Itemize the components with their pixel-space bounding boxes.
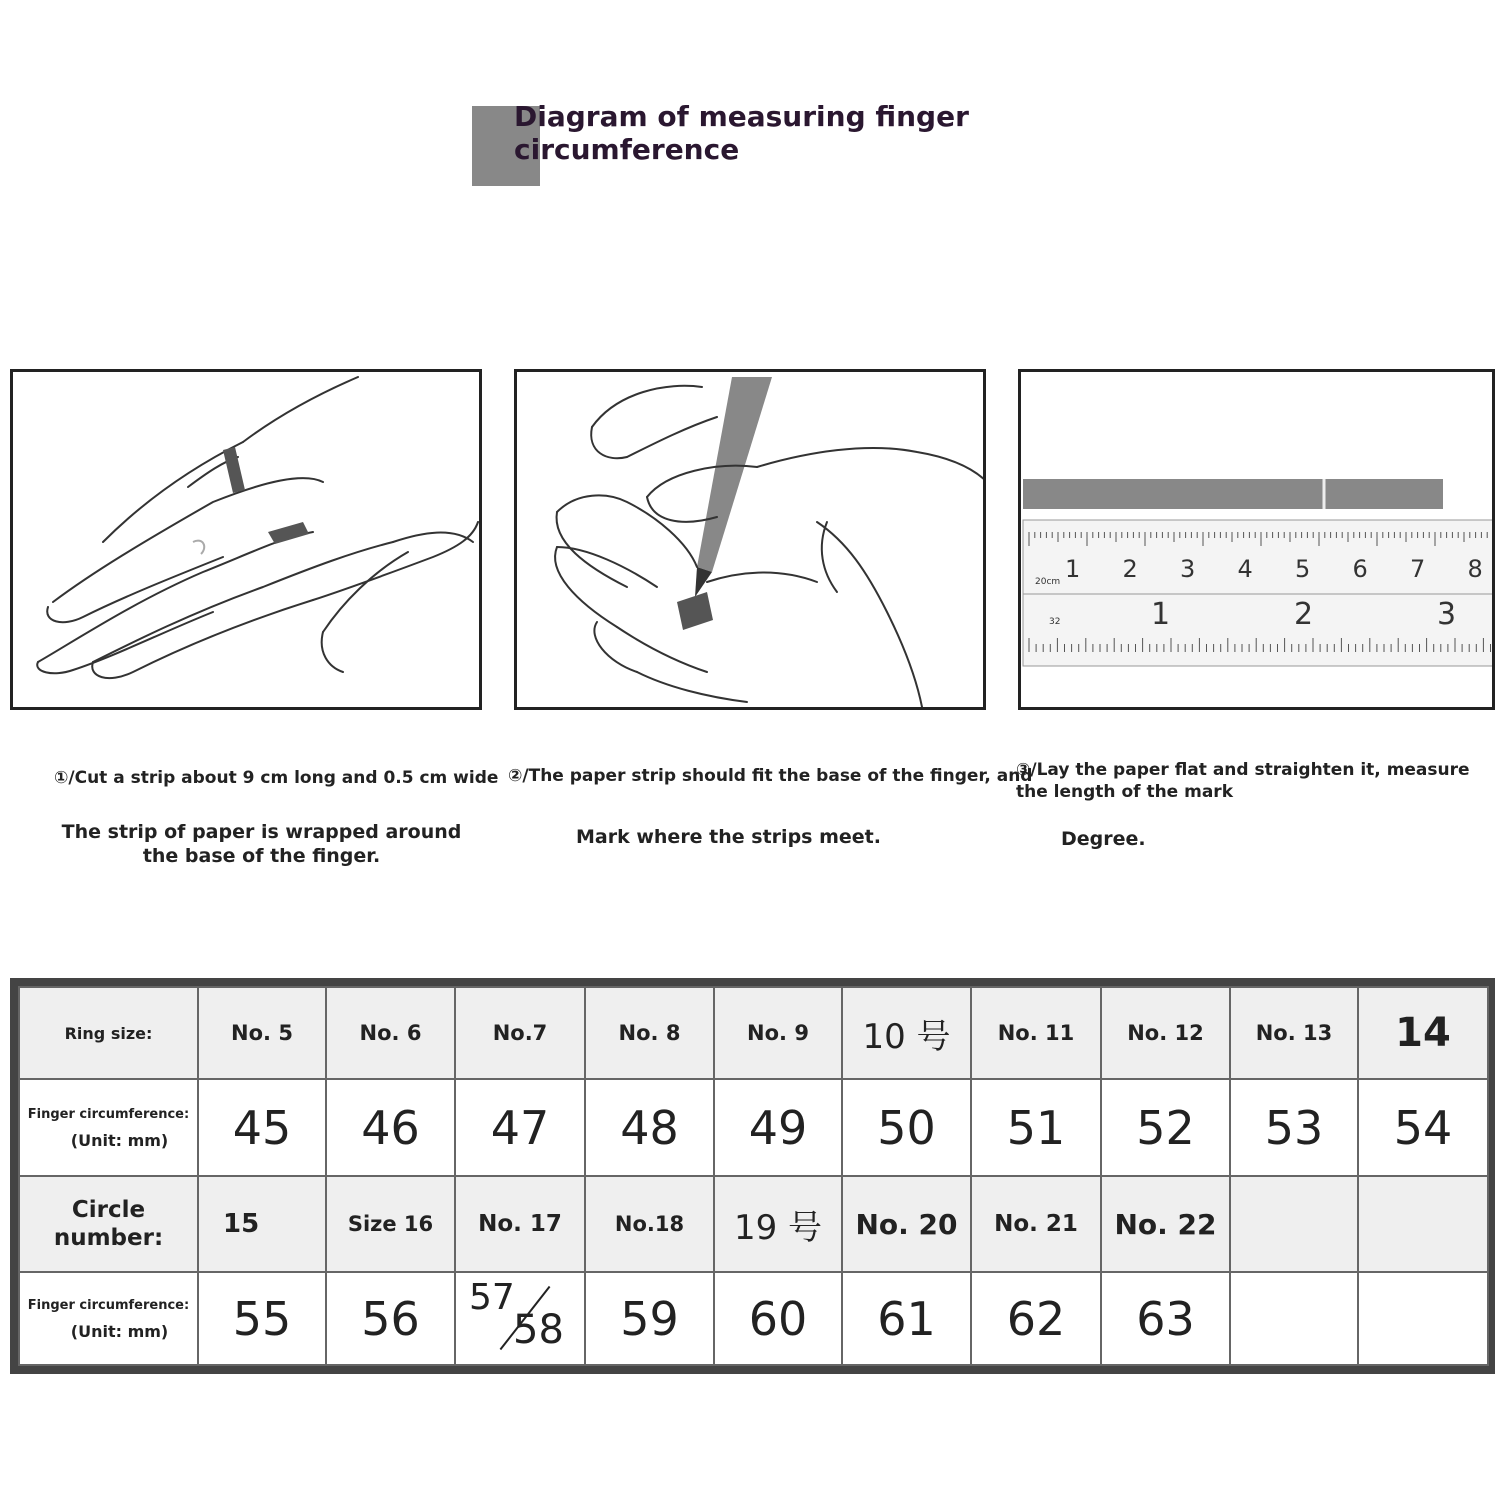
unit-label: (Unit: mm) (70, 1321, 169, 1341)
finger-circumference-row (19, 1079, 1488, 1176)
finger-circumference-header (19, 1272, 198, 1365)
illustration-wrap-strip (10, 369, 482, 710)
ring-size-cell: No. 20 (842, 1176, 971, 1273)
circumference-cell: 63 (1101, 1272, 1230, 1365)
circumference-cell: 51 (971, 1079, 1101, 1176)
circumference-cell: 59 (585, 1272, 714, 1365)
ruler-upper-label: 6 (1352, 555, 1368, 583)
ring-size-row (19, 987, 1488, 1079)
page-title: Diagram of measuring finger circumference (514, 100, 969, 166)
hand-wrap-drawing (13, 372, 479, 707)
ring-size-cell: No. 5 (198, 987, 326, 1079)
circumference-cell: 62 (971, 1272, 1101, 1365)
ruler-upper-label: 8 (1467, 555, 1483, 583)
ring-size-cell: No. 11 (971, 987, 1101, 1079)
ruler-lower-label: 1 (1151, 597, 1171, 632)
ring-size-cell: 19 号 (714, 1176, 842, 1273)
empty-cell (1230, 1272, 1358, 1365)
empty-cell (1358, 1272, 1488, 1365)
step-1-detail: The strip of paper is wrapped around the base of the finger. (61, 821, 462, 867)
circumference-cell: 47 (455, 1079, 585, 1176)
fraction-bottom: 58 (513, 1306, 564, 1353)
ruler-upper-label: 5 (1295, 555, 1311, 583)
ring-size-cell: No. 17 (455, 1176, 585, 1273)
illustration-ruler (1018, 369, 1495, 710)
step-3-caption: ③/Lay the paper flat and straighten it, measure the length of the mark (1016, 760, 1470, 802)
circumference-cell: 56 (326, 1272, 455, 1365)
circumference-cell: 45 (198, 1079, 326, 1176)
circle-number-header: Circle number: (19, 1176, 198, 1273)
ruler-upper-label: 1 (1065, 555, 1081, 583)
ruler-upper-label: 4 (1237, 555, 1253, 583)
circle-number-row (19, 1176, 1488, 1273)
circumference-cell: 52 (1101, 1079, 1230, 1176)
finger-circumference-header (19, 1079, 198, 1176)
ring-size-cell: No. 6 (326, 987, 455, 1079)
empty-cell (1230, 1176, 1358, 1273)
ring-size-cell: 10 号 (842, 987, 971, 1079)
ruler-drawing (1021, 372, 1492, 707)
finger-circumference-label: Finger circumference: (27, 1106, 190, 1122)
ring-size-cell: 14 (1358, 987, 1488, 1079)
ruler-upper-unit: 20cm (1035, 577, 1061, 587)
step-2-detail: Mark where the strips meet. (576, 826, 881, 848)
circumference-cell: 61 (842, 1272, 971, 1365)
finger-circumference-row (19, 1272, 1488, 1365)
empty-cell (1358, 1176, 1488, 1273)
fraction-top: 57 (469, 1276, 515, 1318)
ring-size-cell: No.18 (585, 1176, 714, 1273)
ruler-upper-label: 7 (1410, 555, 1426, 583)
step-1-caption: ①/Cut a strip about 9 cm long and 0.5 cm wide (54, 768, 499, 788)
step-3-detail: Degree. (1061, 828, 1146, 850)
circumference-cell: 49 (714, 1079, 842, 1176)
circumference-cell: 48 (585, 1079, 714, 1176)
ring-size-cell: No. 8 (585, 987, 714, 1079)
ruler-lower-unit: 32 (1049, 617, 1061, 627)
ring-size-cell: No. 21 (971, 1176, 1101, 1273)
ruler-lower-label: 3 (1437, 597, 1457, 632)
circumference-cell: 53 (1230, 1079, 1358, 1176)
circumference-cell-fraction (455, 1272, 585, 1365)
ruler-upper-label: 2 (1122, 555, 1138, 583)
ring-size-cell: No. 22 (1101, 1176, 1230, 1273)
ring-size-header: Ring size: (19, 987, 198, 1079)
ring-size-cell: No. 13 (1230, 987, 1358, 1079)
unit-label: (Unit: mm) (70, 1130, 169, 1150)
illustration-mark-strip (514, 369, 986, 710)
ring-size-cell: No. 12 (1101, 987, 1230, 1079)
title-block (472, 100, 1032, 190)
ruler-lower-label: 2 (1294, 597, 1314, 632)
ring-size-cell: No.7 (455, 987, 585, 1079)
circumference-cell: 60 (714, 1272, 842, 1365)
ring-size-cell: No. 9 (714, 987, 842, 1079)
finger-circumference-label: Finger circumference: (27, 1297, 190, 1313)
step-2-caption: ②/The paper strip should fit the base of the finger, and (508, 766, 1033, 786)
hand-mark-drawing (517, 372, 983, 707)
fraction (465, 1277, 575, 1357)
circumference-cell: 55 (198, 1272, 326, 1365)
ruler-upper-label: 3 (1180, 555, 1196, 583)
circumference-cell: 54 (1358, 1079, 1488, 1176)
circumference-cell: 46 (326, 1079, 455, 1176)
circumference-cell: 50 (842, 1079, 971, 1176)
ring-size-cell: 15 (198, 1176, 326, 1273)
ring-size-cell: Size 16 (326, 1176, 455, 1273)
ring-size-table (18, 986, 1489, 1366)
